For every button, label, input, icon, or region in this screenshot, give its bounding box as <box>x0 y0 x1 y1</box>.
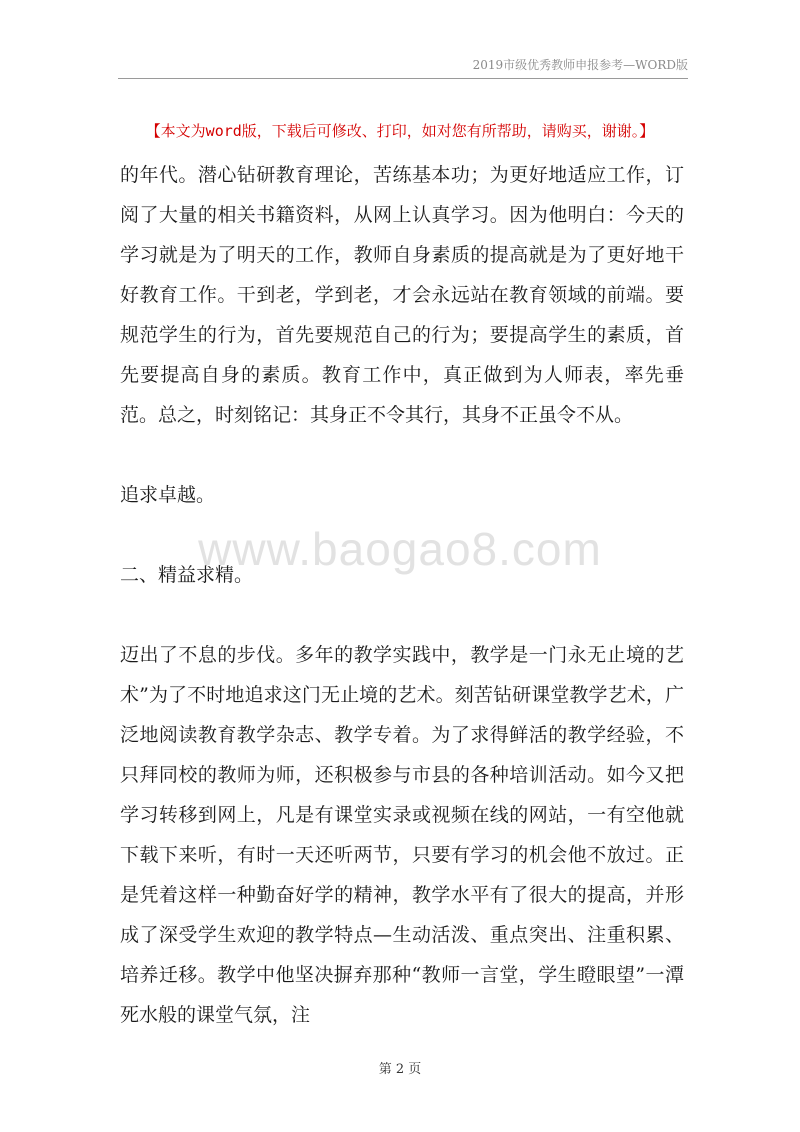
document-body <box>120 155 684 1035</box>
paragraph-3: 迈出了不息的步伐。多年的教学实践中，教学是一门永无止境的艺术”为了不时地追求这门无止境的艺术。刻苦钻研课堂教学艺术，广泛地阅读教育教学杂志、教学专着。为了求得鲜活的教学经验，不只拜同校的教师为师，还积极参与市县的各种培训活动。如今又把学习转移到网上，凡是有课堂实录或视频在线的网站，一有空他就下载下来听，有时一天还听两节，只要有学习的机会他不放过。正是凭着这样一种勤奋好学的精神，教学水平有了很大的提高，并形成了深受学生欢迎的教学特点—生动活泼、重点突出、注重积累、培养迁移。教学中他坚决摒弃那种“教师一言堂，学生瞪眼望”一潭死水般的课堂气氛，注 <box>120 644 684 1026</box>
paragraph-1: 的年代。潜心钻研教育理论，苦练基本功；为更好地适应工作，订阅了大量的相关书籍资料，从网上认真学习。因为他明白：今天的学习就是为了明天的工作，教师自身素质的提高就是为了更好地干好教育工作。干到老，学到老，才会永远站在教育领域的前端。要规范学生的行为，首先要规范自己的行为；要提高学生的素质，首先要提高自身的素质。教育工作中，真正做到为人师表，率先垂范。总之，时刻铭记：其身正不令其行，其身不正虽令不从。 <box>120 164 684 426</box>
page-number: 第 2 页 <box>378 1062 422 1077</box>
header-title: 2019市级优秀教师申报参考—WORD版 <box>472 58 688 72</box>
section-heading: 二、精益求精。 <box>120 564 254 586</box>
download-notice: 【本文为word版，下载后可修改、打印，如对您有所帮助，请购买，谢谢。】 <box>145 122 655 140</box>
watermark: www.baogao8.com <box>198 523 602 575</box>
page-header <box>118 52 688 79</box>
paragraph-2: 追求卓越。 <box>120 484 216 506</box>
